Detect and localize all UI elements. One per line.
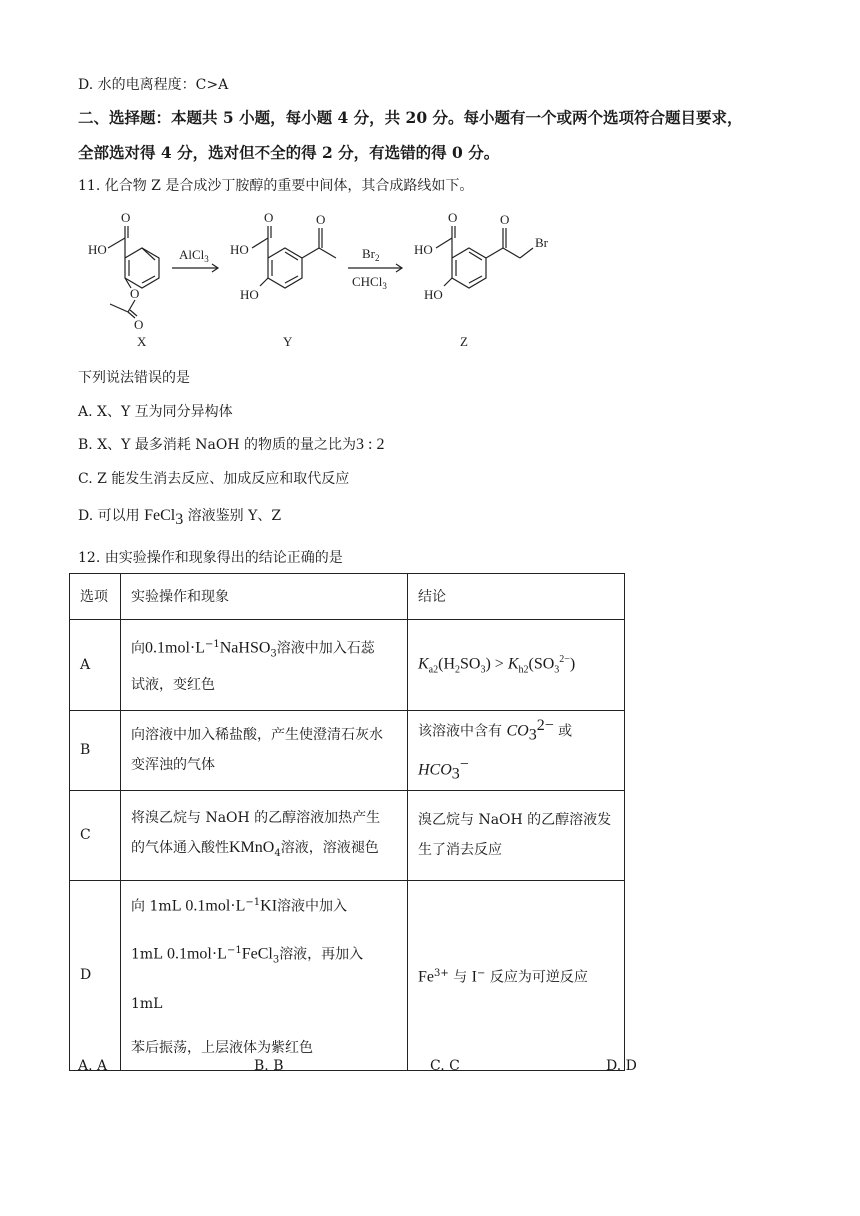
row-c-option: C (70, 790, 121, 880)
svg-text:HO: HO (240, 287, 259, 302)
header-conclusion: 结论 (408, 574, 625, 620)
svg-text:O: O (264, 210, 274, 225)
compound-z-label: Z (460, 334, 468, 349)
previous-option-d: D. 水的电离程度：C>A (78, 77, 229, 93)
q11-option-a: A. X、Y 互为同分异构体 (78, 404, 233, 420)
row-b-conclusion: 该溶液中含有 $CO_3^{2-}$ 或 $HCO_3^-$ (408, 711, 625, 791)
svg-text:HO: HO (424, 287, 443, 302)
row-a-operation: 向$0.1mol\cdot L^{-1}NaHSO_3$溶液中加入石蕊 试液，变红色 (121, 620, 408, 711)
table-row (70, 620, 625, 711)
svg-text:O: O (448, 210, 458, 225)
row-c-operation: 将溴乙烷与 NaOH 的乙醇溶液加热产生 的气体通入酸性KMnO$_4$溶液，溶液褪色 (121, 790, 408, 880)
section-heading-line2: 全部选对得 4 分，选对但不全的得 2 分，有选错的得 0 分。 (78, 143, 500, 162)
row-b-option: B (70, 711, 121, 791)
svg-text:Br: Br (535, 235, 548, 250)
svg-text:HO: HO (230, 242, 249, 257)
q11-option-c: C. Z 能发生消去反应、加成反应和取代反应 (78, 471, 350, 487)
q12-answer-c: C. C (430, 1058, 460, 1074)
row-b-operation: 向溶液中加入稀盐酸，产生使澄清石灰水 变浑浊的气体 (121, 711, 408, 791)
svg-text:O: O (130, 286, 140, 301)
row-a-conclusion: $K_{a2}(H_2SO_3) > K_{h2}(SO_3^{2-})$ (408, 620, 625, 711)
row-d-option: D (70, 880, 121, 1070)
compound-z-structure (436, 226, 533, 288)
row-a-option: A (70, 620, 121, 711)
q12-answer-a: A. A (78, 1058, 108, 1074)
compound-y-structure (252, 226, 336, 288)
svg-text:Br2: $Br_2$ (362, 246, 380, 263)
q11-synthesis-scheme (80, 208, 600, 353)
section-heading-line1: 二、选择题：本题共 5 小题，每小题 4 分，共 20 分。每小题有一个或两个选项符合题目要求， (78, 108, 743, 127)
svg-text:O: O (500, 212, 510, 227)
table-row (70, 790, 625, 880)
q12-answer-d: D. D (606, 1058, 637, 1074)
header-operation: 实验操作和现象 (121, 574, 408, 620)
q11-option-b: B. X、Y 最多消耗 NaOH 的物质的量之比为3 : 2 (78, 436, 385, 453)
compound-y-label: Y (283, 334, 293, 349)
q11-option-d: D. 可以用 FeCl$_3$ 溶液鉴别 Y、Z (78, 507, 282, 528)
svg-text:O: O (121, 210, 131, 225)
q11-stem: 11. 化合物 Z 是合成沙丁胺醇的重要中间体，其合成路线如下。 (78, 178, 474, 194)
row-d-operation: 向 1mL $0.1mol\cdot L^{-1}KI$溶液中加入 1mL $0.1mol\cdot L^{-1}FeCl_3$溶液，再加入 1mL 苯后振荡，上层液体为紫红色 (121, 880, 408, 1070)
row-c-conclusion: 溴乙烷与 NaOH 的乙醇溶液发 生了消去反应 (408, 790, 625, 880)
table-row (70, 880, 625, 1070)
header-option: 选项 (70, 574, 121, 620)
compound-x-structure (108, 226, 159, 318)
svg-text:CHCl3: CHCl$_3$ (352, 274, 387, 291)
q12-stem: 12. 由实验操作和现象得出的结论正确的是 (78, 550, 343, 566)
q12-table (69, 573, 625, 1071)
svg-text:AlCl3: AlCl$_3$ (179, 247, 209, 264)
compound-x-label: X (137, 334, 147, 349)
svg-text:O: O (134, 317, 144, 332)
svg-text:HO: HO (414, 242, 433, 257)
svg-text:O: O (316, 212, 326, 227)
row-d-conclusion: $Fe^{3+}$ 与 I− 反应为可逆反应 (408, 880, 625, 1070)
q12-answer-b: B. B (254, 1058, 284, 1074)
svg-text:HO: HO (88, 242, 107, 257)
table-row (70, 711, 625, 791)
q11-prompt: 下列说法错误的是 (78, 370, 190, 386)
